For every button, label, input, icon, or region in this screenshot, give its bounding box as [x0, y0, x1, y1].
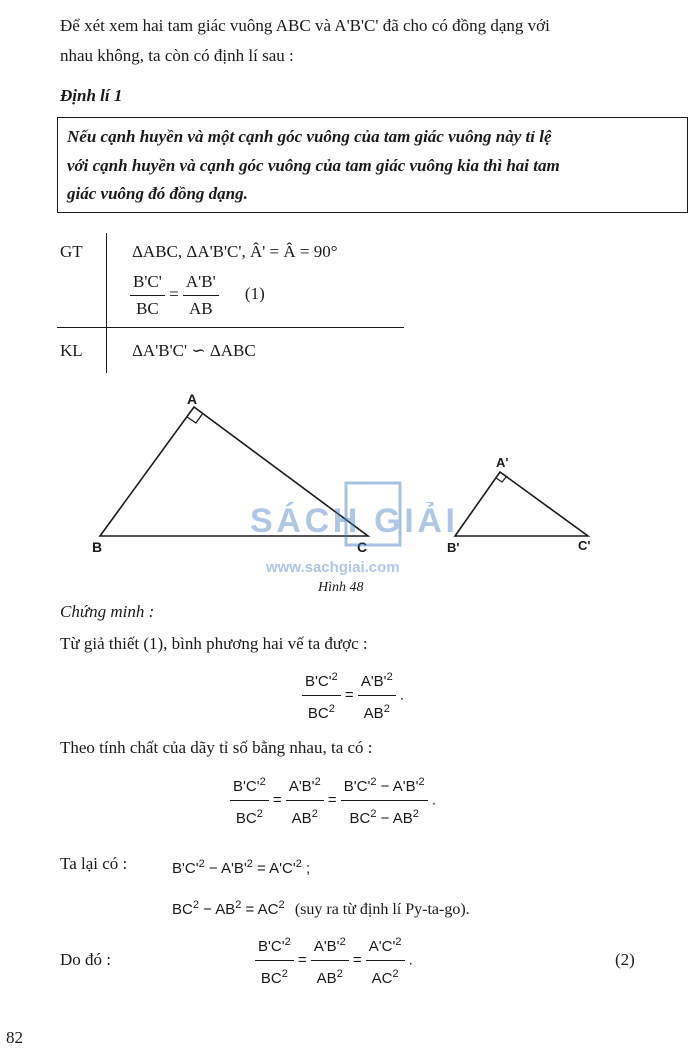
equation-3: $B'C'^2 - A'B'^2 = A'C'^2$ ; [172, 858, 311, 877]
proof-step-2: Theo tính chất của dãy tỉ số bằng nhau, ta có : [60, 738, 373, 757]
theorem-line-2: với cạnh huyền và cạnh góc vuông của tam giác vuông kia thì hai tam [67, 156, 560, 175]
gt-label: GT [60, 242, 83, 261]
table-horizontal-rule [57, 327, 404, 328]
vertex-label-a-prime: A' [496, 455, 509, 470]
kl-label: KL [60, 341, 83, 360]
figure-48 [0, 385, 700, 600]
equation-5: $\frac{B'C'^2}{BC^2}$ = $\frac{A'B'^2}{AB^2}$ = $\frac{A'C'^2}{AC^2}$ . [255, 930, 413, 991]
table-vertical-rule [106, 233, 107, 373]
proof-heading: Chứng minh : [60, 602, 155, 621]
intro-line-1: Để xét xem hai tam giác vuông ABC và A'B'C' đã cho có đồng dạng với [60, 16, 550, 35]
vertex-label-c-prime: C' [578, 538, 591, 553]
vertex-label-c: C [357, 539, 368, 555]
frac-num: A'B' [183, 270, 219, 296]
right-angle-mark-a-prime [496, 476, 507, 482]
proof-step-1: Từ giả thiết (1), bình phương hai vế ta được : [60, 634, 368, 653]
theorem-line-3: giác vuông đó đồng dạng. [67, 184, 248, 203]
frac-den: AB [188, 299, 213, 318]
triangle-a-prime-b-prime-c-prime [455, 472, 588, 536]
frac-num: B'C' [130, 270, 165, 296]
figure-caption: Hình 48 [318, 580, 364, 595]
watermark-url: www.sachgiai.com [266, 559, 400, 576]
theorem-line-1: Nếu cạnh huyền và một cạnh góc vuông của tam giác vuông này tỉ lệ [67, 127, 552, 146]
intro-line-2: nhau không, ta còn có định lí sau : [60, 46, 294, 65]
equation-5-ref: (2) [615, 950, 635, 969]
proof-step-3-label: Ta lại có : [60, 854, 128, 873]
vertex-label-a: A [187, 391, 198, 407]
theorem-title: Định lí 1 [60, 86, 123, 105]
equation-ref: (1) [244, 284, 265, 304]
theorem-box [57, 117, 688, 213]
equation-2: $\frac{B'C'^2}{BC^2}$ = $\frac{A'B'^2}{AB^2}$ = $\frac{B'C'^2 - A'B'^2}{BC^2 - AB^2}$ . [230, 770, 436, 831]
frac-den: BC [136, 299, 159, 318]
watermark-text: SÁCH GIẢI [250, 502, 455, 540]
equation-1: $\frac{B'C'^2}{BC^2}$ = $\frac{A'B'^2}{AB^2}$ . [302, 665, 404, 726]
proof-step-4-label: Do đó : [60, 950, 111, 969]
gt-hypothesis: ΔABC, ΔA'B'C', Â' = Â = 90° [132, 242, 338, 261]
vertex-label-b: B [92, 539, 103, 555]
equation-4: $BC^2 - AB^2 = AC^2$ (suy ra từ định lí Py-ta-go). [172, 899, 470, 918]
vertex-label-b-prime: B' [447, 540, 460, 555]
page-number: 82 [6, 1028, 23, 1047]
gt-ratio: $\frac{B'C'}{BC}$ = $\frac{A'B'}{AB}$ (1) [130, 270, 265, 321]
kl-conclusion: ΔA'B'C' ∽ ΔABC [132, 341, 256, 360]
watermark-logo [250, 483, 455, 576]
